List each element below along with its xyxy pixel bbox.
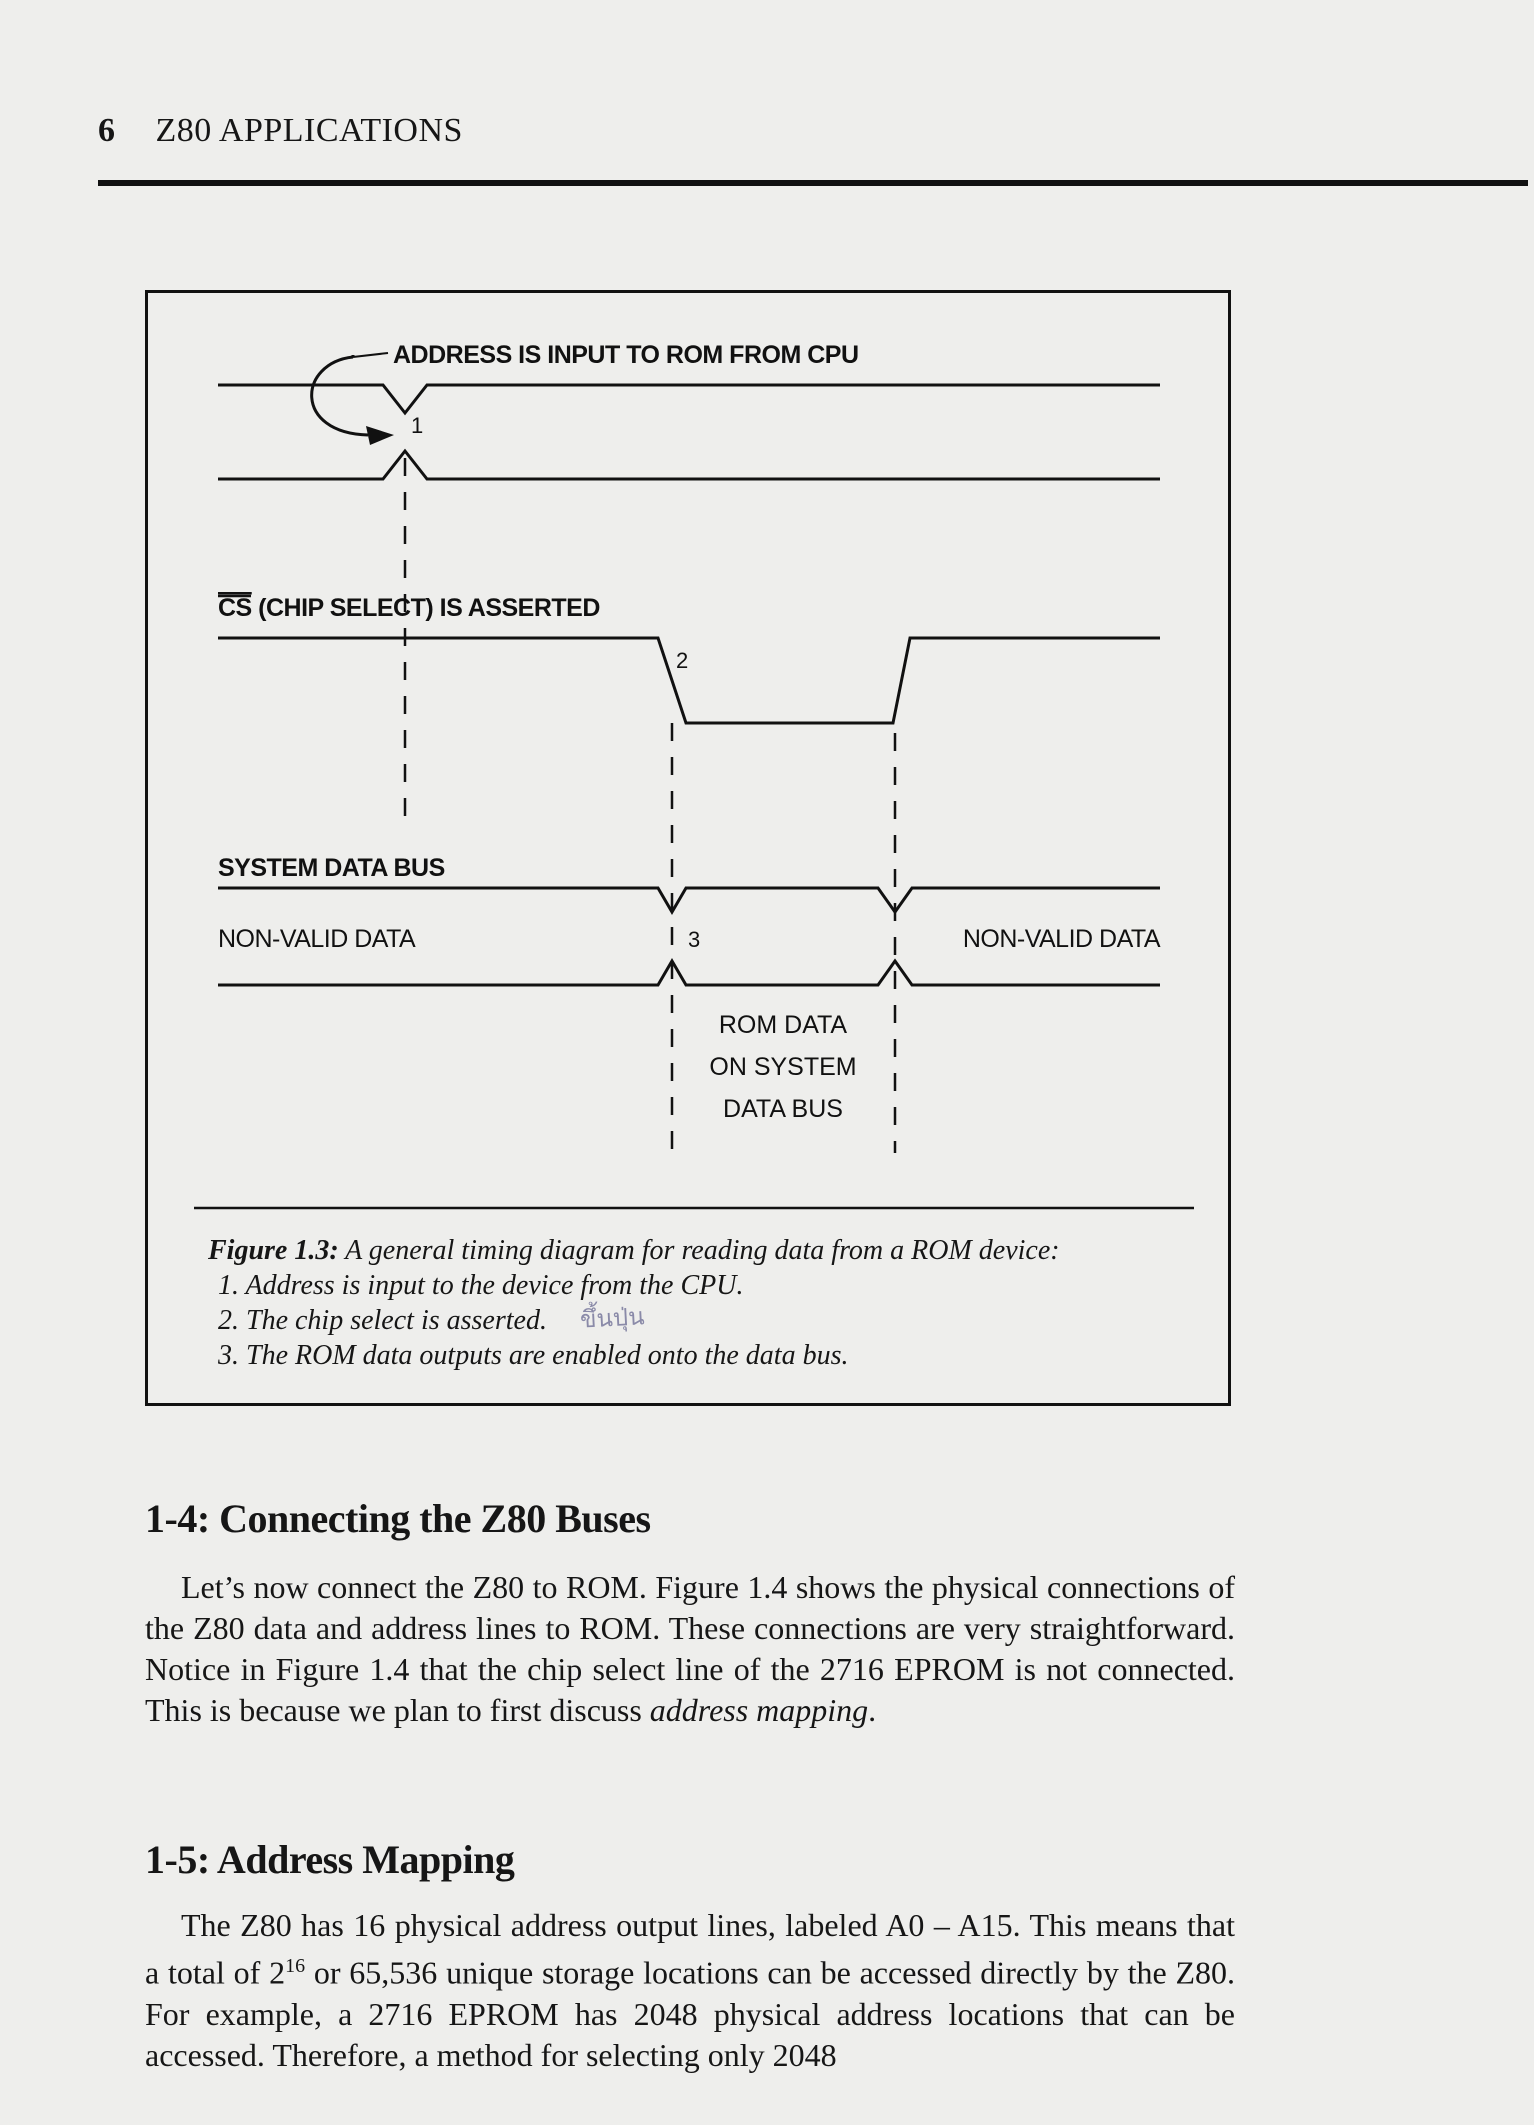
nonvalid-left: NON-VALID DATA xyxy=(218,925,416,953)
caption-item: 3. The ROM data outputs are enabled onto the data bus. xyxy=(218,1340,849,1371)
cs-label xyxy=(218,594,600,622)
handwritten-annotation: ขึ้นปุ่น xyxy=(579,1302,646,1334)
caption-item: 2. The chip select is asserted. xyxy=(218,1305,547,1336)
caption-item: 1. Address is input to the device from the CPU. xyxy=(218,1270,744,1301)
address-label-leader xyxy=(353,353,388,357)
timing-diagram xyxy=(148,293,1228,1213)
rom-data-line-3: DATA BUS xyxy=(723,1095,843,1123)
section-paragraph xyxy=(145,1905,1235,2076)
marker-1: 1 xyxy=(411,413,424,438)
caption-title-text: A general timing diagram for reading data from a ROM device: xyxy=(338,1235,1060,1266)
cs-waveform xyxy=(218,638,1160,723)
address-bus-upper xyxy=(218,385,1160,413)
header-rule xyxy=(98,180,1528,186)
superscript: 16 xyxy=(285,1955,306,1977)
caption-label: Figure 1.3: xyxy=(208,1235,339,1266)
marker-2: 2 xyxy=(676,648,689,673)
nonvalid-right: NON-VALID DATA xyxy=(962,925,1160,953)
bus-label: SYSTEM DATA BUS xyxy=(218,854,445,882)
data-bus-upper xyxy=(218,888,1160,912)
figure-box xyxy=(145,290,1231,1406)
paragraph-end: . xyxy=(868,1692,877,1728)
paragraph-text: or 65,536 unique storage locations can be accessed directly by the Z80. For example, a 2716 EPROM has 2048 physical address locations that can be accessed. Therefore, a method for selecting only 2048 xyxy=(145,1954,1236,2073)
running-title: Z80 APPLICATIONS xyxy=(155,112,463,149)
rom-data-line-1: ROM DATA xyxy=(718,1011,848,1039)
figure-caption xyxy=(208,1233,1208,1373)
emphasis-text: address mapping xyxy=(649,1692,869,1728)
data-bus-lower xyxy=(218,961,1160,985)
address-label: ADDRESS IS INPUT TO ROM FROM CPU xyxy=(393,341,859,369)
cs-label-text: (CHIP SELECT) IS ASSERTED xyxy=(251,594,600,622)
address-loop-arrow xyxy=(312,357,368,435)
running-header xyxy=(98,112,463,150)
caption-title xyxy=(208,1233,1208,1268)
page-number: 6 xyxy=(98,112,116,149)
cs-overline: CS xyxy=(218,594,252,622)
marker-3: 3 xyxy=(688,927,701,952)
section-paragraph xyxy=(145,1567,1235,1731)
arrowhead-icon xyxy=(366,426,394,445)
section-heading: 1-4: Connecting the Z80 Buses xyxy=(145,1496,651,1541)
paragraph-text: The Z80 has 16 physical address output lines, labeled A0 – A15. This means that a total of 2 xyxy=(145,1907,1235,1991)
rom-data-line-2: ON SYSTEM xyxy=(709,1053,857,1081)
address-bus-lower xyxy=(218,451,1160,479)
paragraph-text: Let’s now connect the Z80 to ROM. Figure 1.4 shows the physical connections of the Z80 data and address lines to ROM. These connections are very straightforward. Notice in Figure 1.4 that the chip select line of the 2716 EPROM is not connected. This is because we plan to first discuss xyxy=(145,1569,1235,1728)
section-heading: 1-5: Address Mapping xyxy=(145,1837,515,1882)
